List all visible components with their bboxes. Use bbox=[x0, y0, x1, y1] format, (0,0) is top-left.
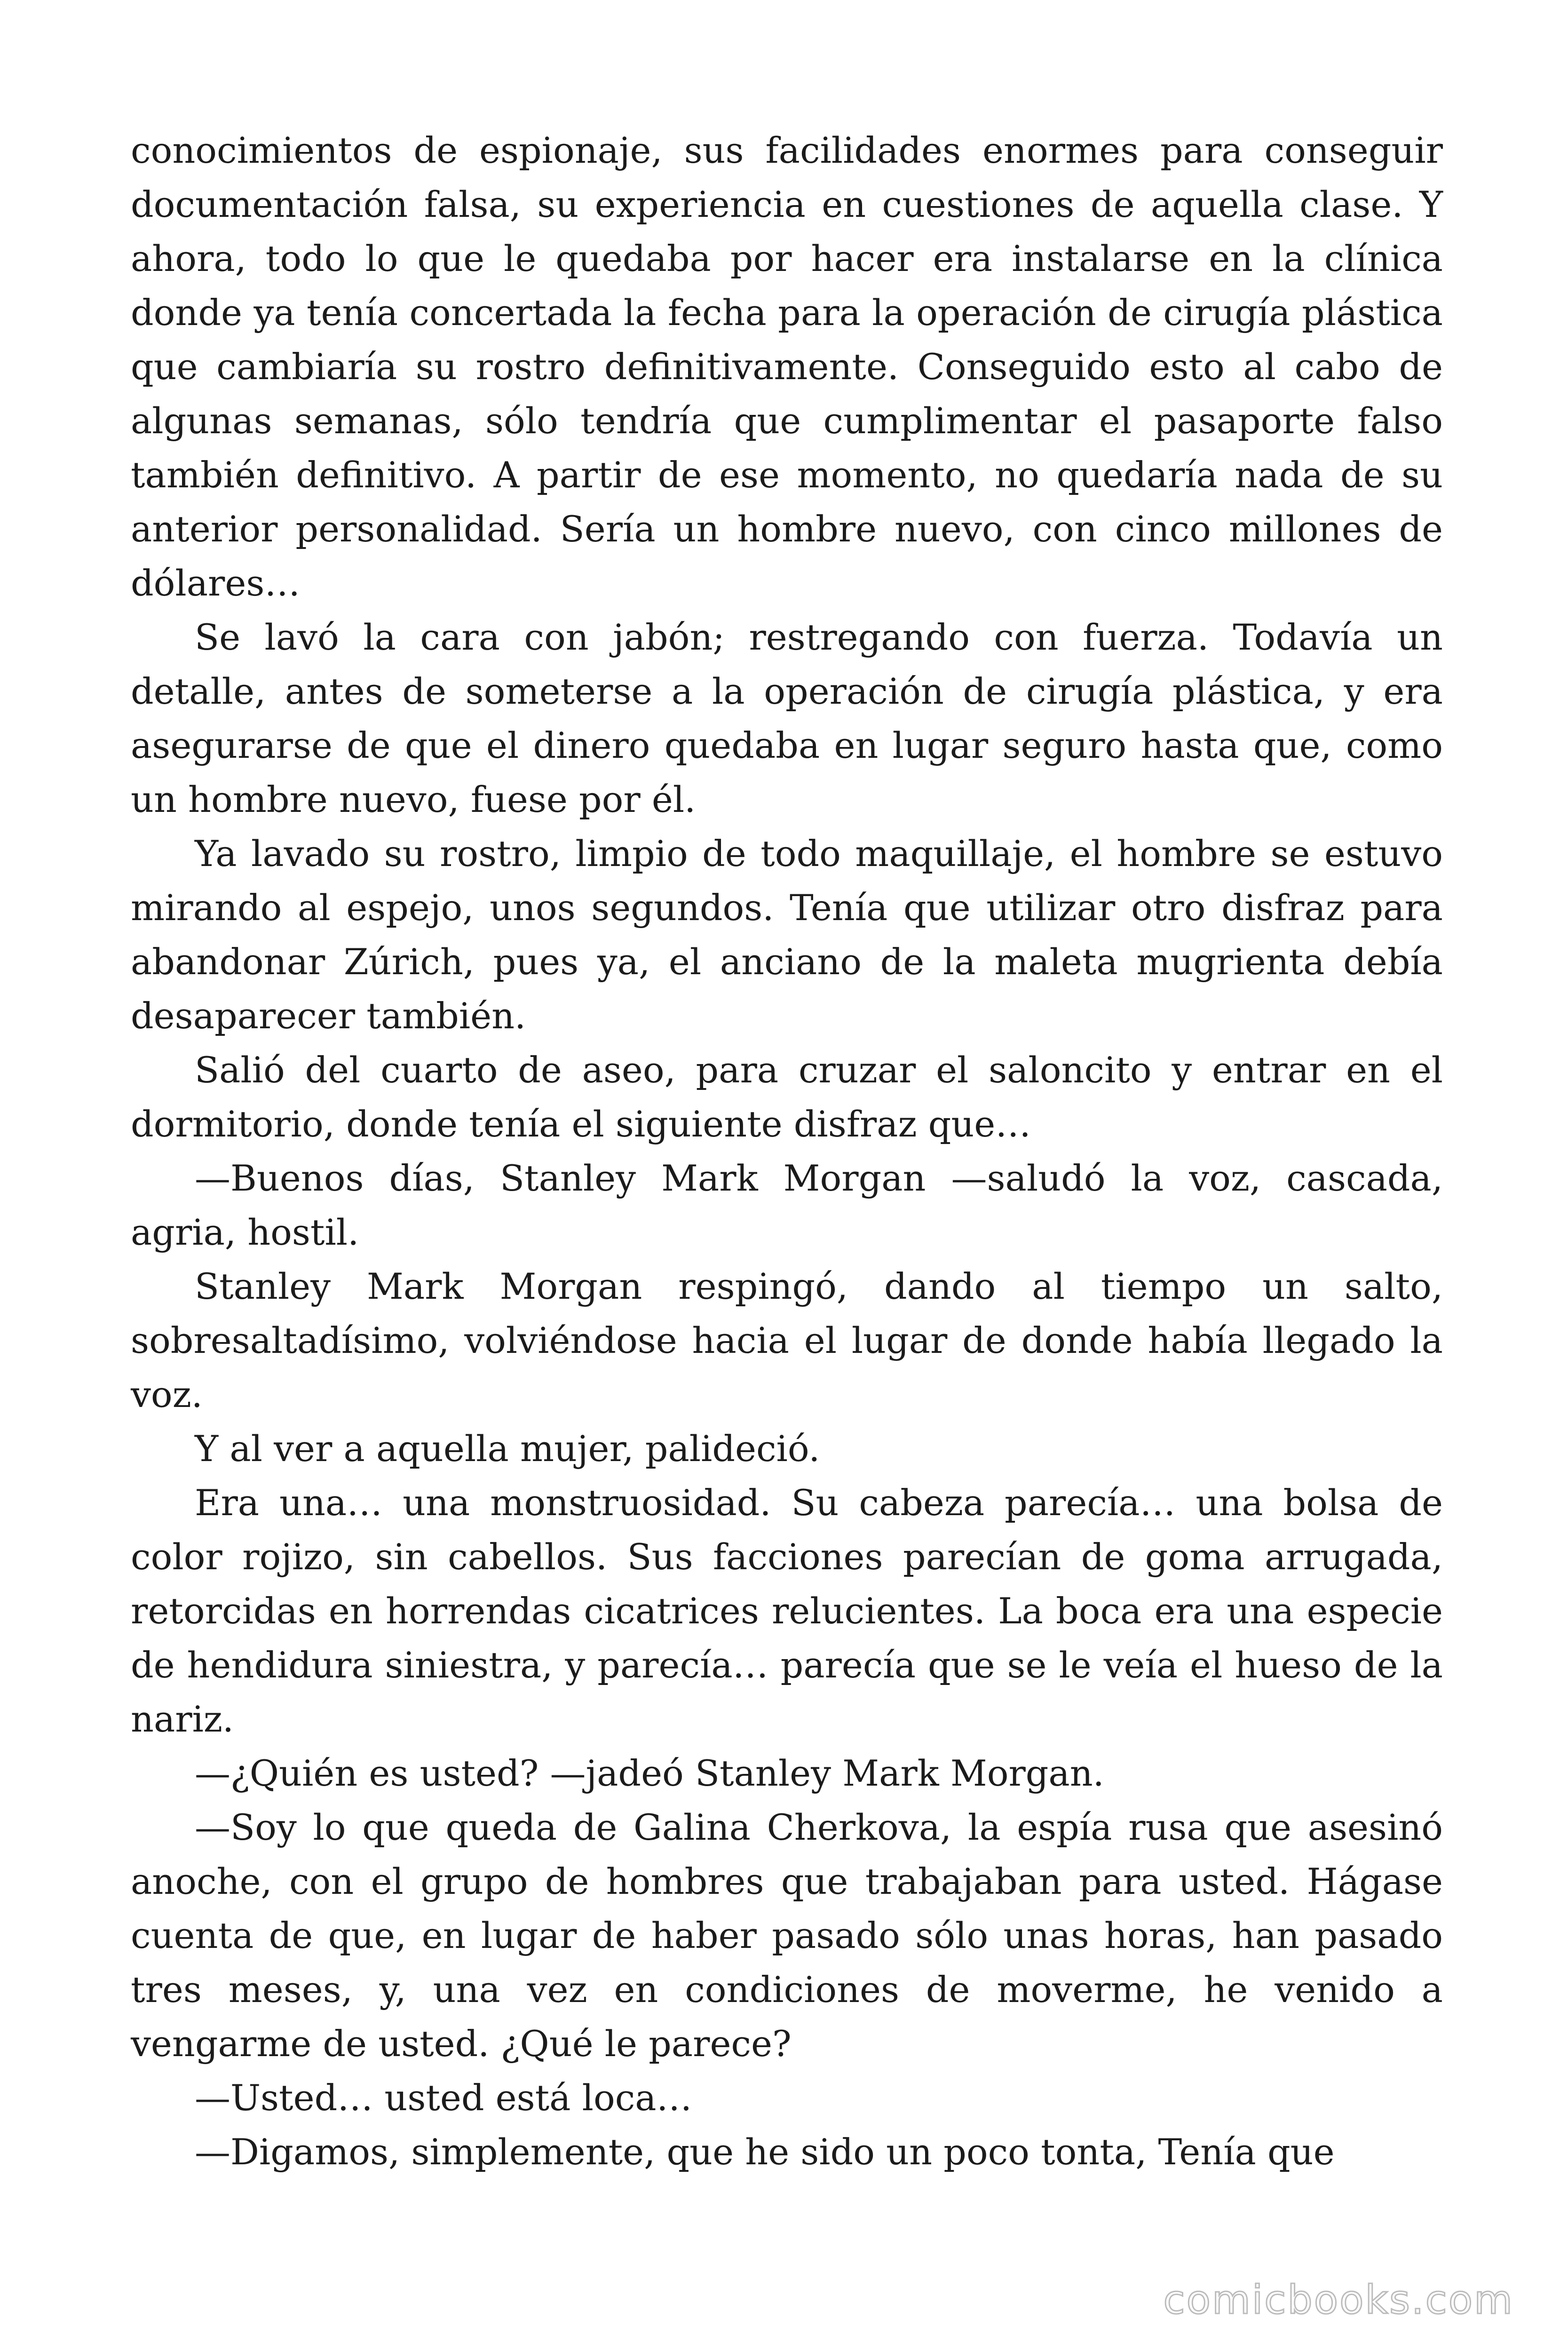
paragraph-3: Ya lavado su rostro, limpio de todo maquillaje, el hombre se estuvo mirando al espejo, unos segundos. Tenía que utilizar otro disfraz para abandonar Zúrich, pues ya, el anciano de la maleta mugrienta debía desaparecer también. bbox=[131, 833, 1443, 1037]
paragraph-7: Y al ver a aquella mujer, palideció. bbox=[195, 1428, 820, 1470]
paragraph-12: —Digamos, simplemente, que he sido un poco tonta, Tenía que bbox=[195, 2131, 1335, 2173]
watermark: comicbooks.com bbox=[1163, 2277, 1514, 2323]
paragraph-9: —¿Quién es usted? —jadeó Stanley Mark Morgan. bbox=[195, 1752, 1104, 1794]
paragraph-8: Era una… una monstruosidad. Su cabeza parecía… una bolsa de color rojizo, sin cabellos. Sus facciones parecían de goma arrugada, retorcidas en horrendas cicatrices relucientes. La boca era una especie de hendidura siniestra, y parecía… parecía que se le veía el hueso de la nariz. bbox=[131, 1482, 1443, 1740]
paragraph-2: Se lavó la cara con jabón; restregando con fuerza. Todavía un detalle, antes de someterse a la operación de cirugía plástica, y era asegurarse de que el dinero quedaba en lugar seguro hasta que, como un hombre nuevo, fuese por él. bbox=[131, 616, 1443, 820]
paragraph-6: Stanley Mark Morgan respingó, dando al tiempo un salto, sobresaltadísimo, volviéndose hacia el lugar de donde había llegado la voz. bbox=[131, 1265, 1443, 1415]
paragraph-4: Salió del cuarto de aseo, para cruzar el saloncito y entrar en el dormitorio, donde tenía el siguiente disfraz que… bbox=[131, 1049, 1443, 1145]
paragraph-11: —Usted… usted está loca… bbox=[195, 2077, 692, 2119]
paragraph-1: conocimientos de espionaje, sus facilidades enormes para conseguir documentación falsa, su experiencia en cuestiones de aquella clase. Y ahora, todo lo que le quedaba por hacer era instalarse en la clínica donde ya tenía concertada la fecha para la operación de cirugía plástica que cambiaría su rostro definitivamente. Conseguido esto al cabo de algunas semanas, sólo tendría que cumplimentar el pasaporte falso también definitivo. A partir de ese momento, no quedaría nada de su anterior personalidad. Sería un hombre nuevo, con cinco millones de dólares… bbox=[131, 129, 1443, 604]
paragraph-5: —Buenos días, Stanley Mark Morgan —saludó la voz, cascada, agria, hostil. bbox=[131, 1157, 1443, 1253]
body-text bbox=[131, 123, 1443, 2179]
paragraph-10: —Soy lo que queda de Galina Cherkova, la espía rusa que asesinó anoche, con el grupo de hombres que trabajaban para usted. Hágase cuenta de que, en lugar de haber pasado sólo unas horas, han pasado tres meses, y, una vez en condiciones de moverme, he venido a vengarme de usted. ¿Qué le parece? bbox=[131, 1806, 1443, 2065]
